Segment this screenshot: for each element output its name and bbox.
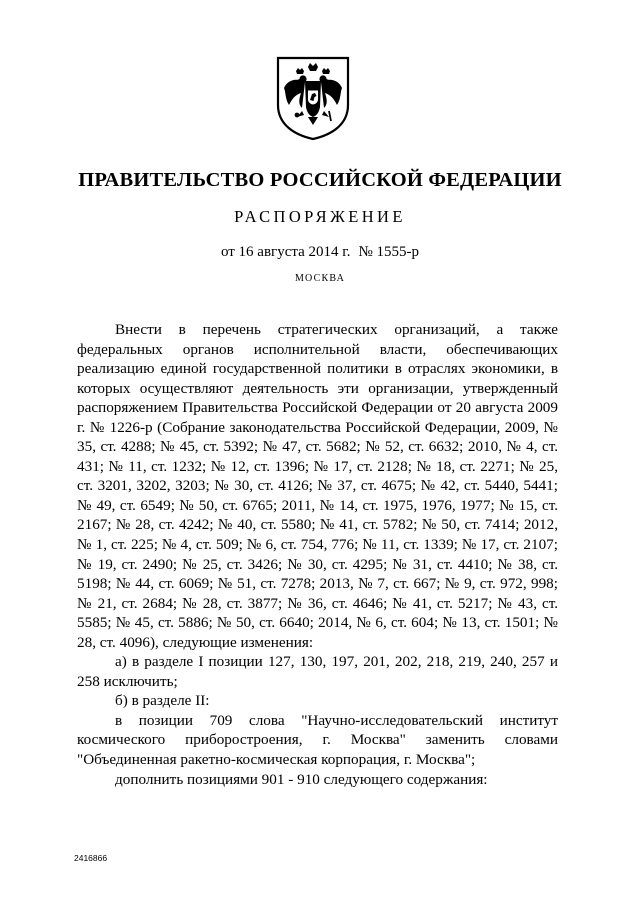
document-type: РАСПОРЯЖЕНИЕ (234, 207, 406, 226)
paragraph-replacement: в позиции 709 слова "Научно-исследовательский институт космического приборостроения, г. Москва" заменить словами "Объединенная ракетно-космическая корпорация, г. Москва"; (77, 711, 558, 769)
document-code: 2416866 (74, 853, 108, 863)
document-number: № 1555-р (358, 244, 420, 260)
paragraph-addition: дополнить позициями 901 - 910 следующего содержания: (115, 770, 488, 788)
paragraph-item-a: а) в разделе I позиции 127, 130, 197, 201, 202, 218, 219, 240, 257 и 258 исключить; (77, 653, 558, 690)
coat-of-arms-icon (275, 55, 351, 141)
document-body (77, 320, 558, 789)
document-date: от 16 августа 2014 г. (220, 244, 351, 260)
paragraph-item-b: б) в разделе II: (115, 692, 210, 710)
date-line (0, 244, 640, 261)
government-title: ПРАВИТЕЛЬСТВО РОССИЙСКОЙ ФЕДЕРАЦИИ (78, 169, 562, 191)
city: МОСКВА (294, 273, 346, 284)
paragraph-intro: Внести в перечень стратегических организаций, а также федеральных органов исполнительной власти, обеспечивающих реализацию единой государственной политики в отраслях экономики, в которых осуществляют деятельность эти организации, утвержденный распоряжением Правительства Российской Федерации от 20 августа 2009 г. № 1226-р (Собрание законодательства Российской Федерации, 2009, № 35, ст. 4288; № 45, ст. 5392; № 47, ст. 5682; № 52, ст. 6632; 2010, № 4, ст. 431; № 11, ст. 1232; № 12, ст. 1396; № 17, ст. 2128; № 18, ст. 2271; № 25, ст. 3201, 3202, 3203; № 30, ст. 4126; № 37, ст. 4675; № 42, ст. 5440, 5441; № 49, ст. 6549; № 50, ст. 6765; 2011, № 14, ст. 1975, 1976, 1977; № 15, ст. 2167; № 28, ст. 4242; № 40, ст. 5580; № 41, ст. 5782; № 50, ст. 7414; 2012, № 1, ст. 225; № 4, ст. 509; № 6, ст. 754, 776; № 11, ст. 1339; № 17, ст. 2107; № 19, ст. 2490; № 25, ст. 3426; № 30, ст. 4295; № 31, ст. 4410; № 38, ст. 5198; № 44, ст. 6069; № 51, ст. 7278; 2013, № 7, ст. 667; № 9, ст. 972, 998; № 21, ст. 2684; № 28, ст. 3877; № 36, ст. 4646; № 41, ст. 5217; № 43, ст. 5585; № 45, ст. 5886; № 50, ст. 6640; 2014, № 6, ст. 604; № 13, ст. 1501; № 28, ст. 4096), следующие изменения: (77, 321, 558, 651)
